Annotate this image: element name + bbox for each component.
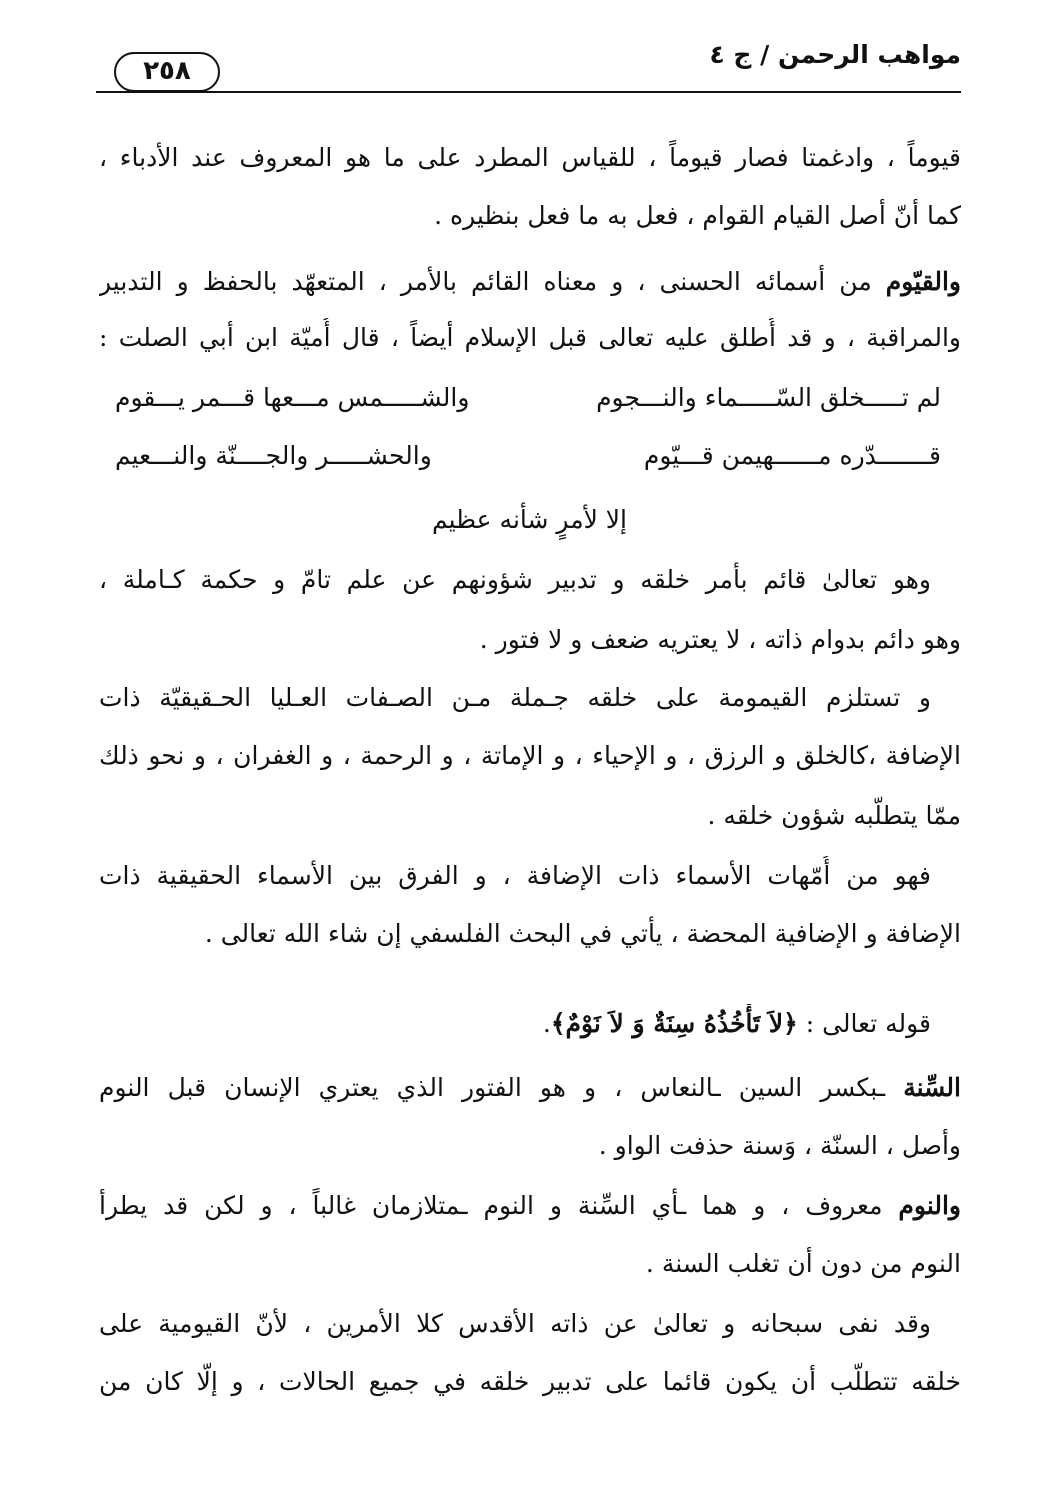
running-title: مواهب الرحمن / ج ٤	[709, 40, 961, 69]
text-line: فهو من أُمّهات الأسماء ذات الإضافة ، و الفرق بين الأسماء الحقيقية ذات	[99, 861, 931, 890]
verse-line	[115, 378, 941, 418]
text-line: خلقه تتطلّب أن يكون قائما على تدبير خلقه في جميع الحالات ، و إلّا كان من	[99, 1367, 961, 1396]
text-run: من أسمائه الحسنى ، و معناه القائم بالأمر ، المتعهّد بالحفظ و التدبير	[99, 267, 886, 296]
page-number-badge: ٢٥٨	[114, 52, 220, 92]
quran-quote: ﴿لاَ تَأْخُذُهُ سِنَةٌ وَ لاَ نَوْمٌ﴾	[550, 1009, 798, 1038]
text-line: النوم من دون أن تغلب السنة .	[645, 1249, 961, 1278]
header-divider	[96, 91, 961, 93]
text-line: الإضافة و الإضافية المحضة ، يأتي في البحث الفلسفي إن شاء الله تعالى .	[204, 919, 961, 948]
text-line	[99, 1004, 931, 1044]
text-line: الإضافة ،كالخلق و الرزق ، و الإحياء ، و الإماتة ، و الرحمة ، و الغفران ، و نحو ذلك	[99, 741, 961, 770]
verse-hemistich: قـــــــدّره مــــــهيمن قـــيّوم	[643, 441, 941, 470]
term-keyword: والنوم	[898, 1191, 961, 1220]
text-line: كما أنّ أصل القيام القوام ، فعل به ما فعل بنظيره .	[434, 201, 961, 230]
text-line: وهو دائم بدوام ذاته ، لا يعتريه ضعف و لا فتور .	[479, 625, 961, 654]
text-line: قيوماً ، وادغمتا فصار قيوماً ، للقياس المطرد على ما هو المعروف عند الأدباء ،	[99, 143, 961, 172]
text-line: والمراقبة ، و قد أُطلق عليه تعالى قبل الإسلام أيضاً ، قال أُميّة ابن أبي الصلت :	[99, 323, 961, 352]
verse-hemistich: لم تـــــخلق السّـــــماء والنـــجوم	[596, 383, 941, 412]
text-line: ممّا يتطلّبه شؤون خلقه .	[707, 801, 961, 830]
text-run: معروف ، و هما ـأي السِّنة و النوم ـمتلازمان غالباً ، و لكن قد يطرأ	[99, 1191, 899, 1220]
verse-hemistich: والحشـــــر والجــــنّة والنـــعيم	[115, 441, 432, 470]
text-run: .	[542, 1009, 551, 1038]
verse-line: إلا لأمرٍ شأنه عظيم	[431, 505, 628, 534]
text-line: و تستلزم القيمومة على خلقه جـملة مـن الصـفات العـليا الحـقيقيّة ذات	[99, 683, 931, 712]
verse-line	[115, 436, 941, 476]
text-line: وقد نفى سبحانه و تعالىٰ عن ذاته الأقدس كلا الأمرين ، لأنّ القيومية على	[99, 1309, 931, 1338]
text-line: وأصل ، السنّة ، وَسنة حذفت الواو .	[598, 1131, 961, 1160]
text-line	[99, 1068, 961, 1108]
text-line	[99, 262, 961, 302]
verse-hemistich: والشـــــمس مـــعها قـــمر يـــقوم	[115, 383, 470, 412]
text-line	[99, 1186, 961, 1226]
term-keyword: والقيّوم	[885, 267, 961, 296]
page-header	[96, 38, 961, 96]
text-line: وهو تعالىٰ قائم بأمر خلقه و تدبير شؤونهم عن علم تامّ و حكمة كـاملة ،	[99, 565, 931, 594]
text-run: قوله تعالى :	[797, 1009, 931, 1038]
term-keyword: السِّنة	[903, 1073, 961, 1102]
text-run: ـبكسر السين ـالنعاس ، و هو الفتور الذي يعتري الإنسان قبل النوم	[99, 1073, 904, 1102]
